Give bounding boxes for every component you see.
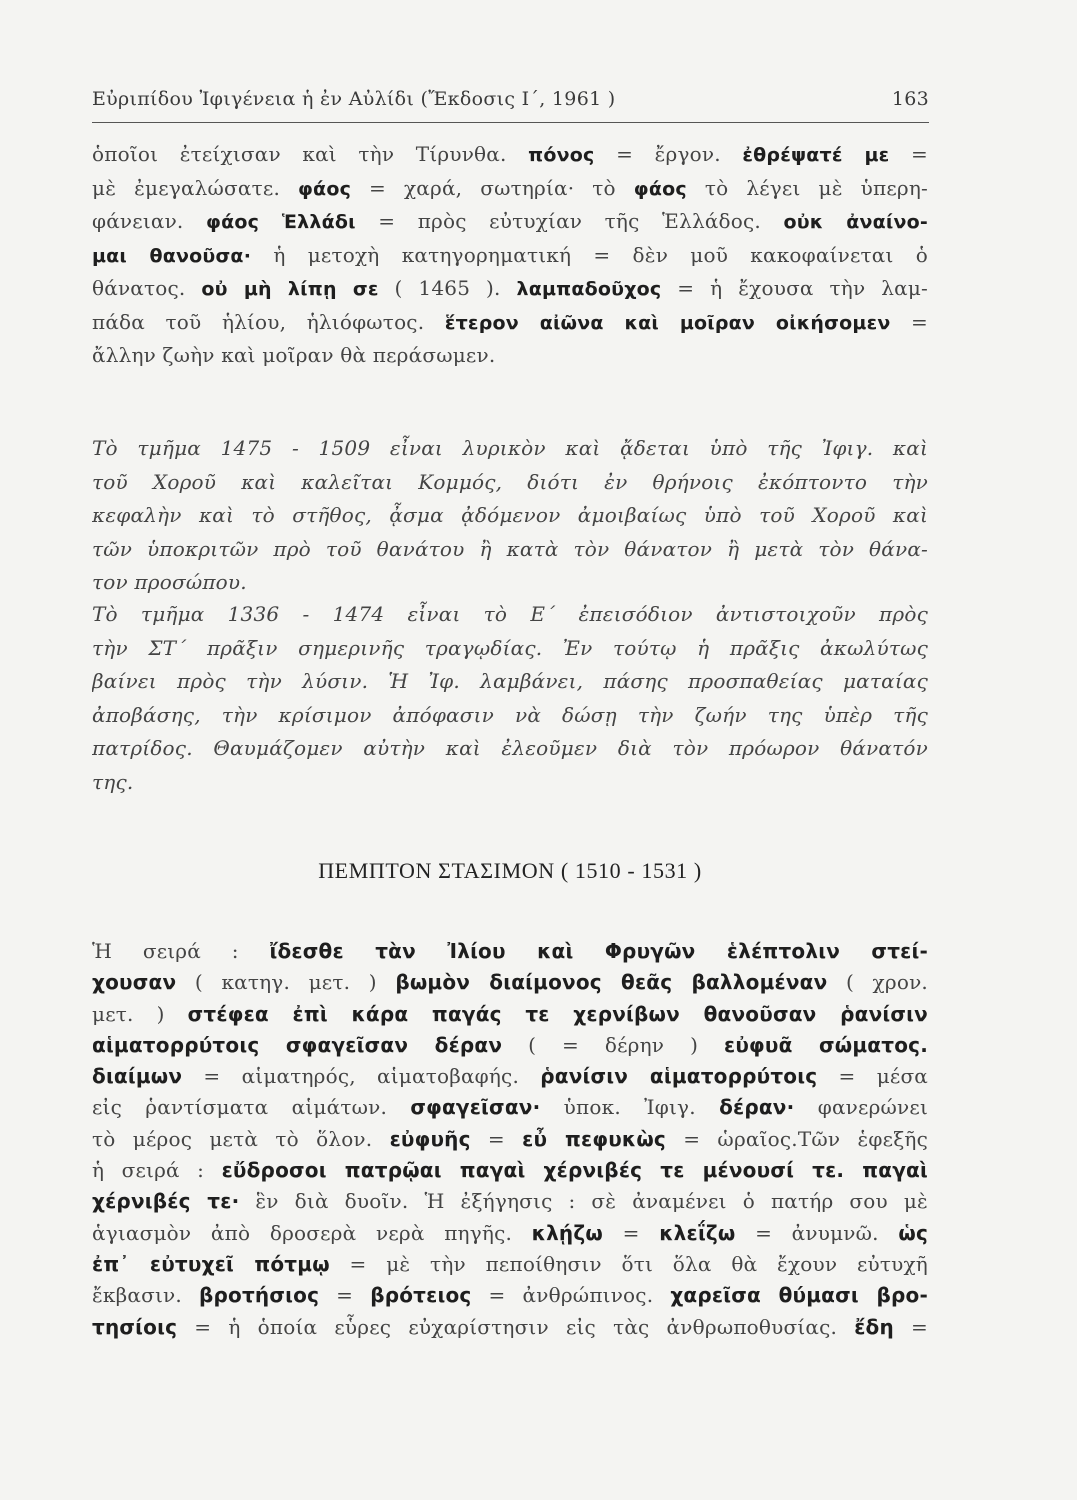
- text-line: [92, 936, 928, 967]
- gloss-text: =: [893, 1314, 928, 1339]
- lemma-bold: οὐ μὴ λίπῃ σε: [201, 278, 379, 300]
- gloss-text: ἡ σειρά :: [92, 1158, 222, 1183]
- lemma-bold: στέφεα ἐπὶ κάρα παγάς τε χερνίβων θανοῦσαν ῥανίσιν: [187, 1001, 928, 1026]
- lemma-bold: εὔδροσοι πατρῷαι παγαὶ χέρνιβές τε μένουσί τε. παγαὶ: [221, 1158, 928, 1183]
- lemma-bold: ἐθρέψατέ με: [742, 144, 890, 166]
- gloss-text: φάνειαν.: [92, 209, 207, 233]
- gloss-text: εἰς ῥαντίσματα αἱμάτων.: [92, 1095, 411, 1120]
- lemma-bold: εὐφυῆς: [389, 1126, 471, 1151]
- gloss-text: μὲ ἐμεγαλώσατε.: [92, 175, 298, 200]
- text-line: [92, 1030, 928, 1061]
- lemma-bold: αἱματορρύτοις σφαγεῖσαν δέραν: [92, 1032, 503, 1057]
- gloss-text: ὁποῖοι ἐτείχισαν καὶ τὴν Τίρυνθα.: [92, 142, 529, 166]
- gloss-text: ἡ μετοχὴ κατηγορηματική = δὲν μοῦ κακοφαίνεται ὁ: [251, 242, 928, 267]
- gloss-text: τὸ λέγει μὲ ὑπερη-: [686, 175, 928, 200]
- gloss-text: ( χρον.: [827, 970, 928, 995]
- commentary-episode-paragraph: [92, 598, 928, 799]
- text-line: [92, 239, 928, 273]
- gloss-text: =: [602, 1220, 660, 1245]
- text-line: [92, 999, 928, 1030]
- text-line: τῶν ὑποκριτῶν πρὸ τοῦ θανάτου ἢ κατὰ τὸν θάνατον ἢ μετὰ τὸν θάνα-: [92, 536, 928, 561]
- text-line: ἀποβάσης, τὴν κρίσιμον ἀπόφασιν νὰ δώσῃ τὴν ζωήν της ὑπὲρ τῆς: [92, 702, 928, 727]
- lemma-bold: ὡς: [898, 1220, 928, 1245]
- lemma-bold: οὐκ ἀναίνο-: [783, 211, 928, 233]
- lemma-bold: φάος: [298, 177, 352, 200]
- gloss-text: = πρὸς εὐτυχίαν τῆς Ἑλλάδος.: [355, 209, 784, 233]
- lemma-bold: ἕτερον αἰῶνα καὶ μοῖραν οἰκήσομεν: [444, 311, 891, 334]
- lemma-bold: χουσαν: [92, 970, 177, 995]
- gloss-text: = μέσα: [817, 1064, 928, 1089]
- lemma-bold: εὐφυᾶ σώματος.: [723, 1032, 928, 1057]
- text-line: [92, 1249, 928, 1280]
- lemma-bold: δέραν·: [719, 1095, 795, 1120]
- lemma-bold: μαι θανοῦσα·: [92, 244, 252, 267]
- lemma-bold: τησίοις: [92, 1314, 178, 1339]
- lemma-bold: ῥανίσιν αἱματορρύτοις: [540, 1064, 818, 1089]
- lemma-bold: βωμὸν διαίμονος θεᾶς βαλλομέναν: [395, 970, 828, 995]
- gloss-text: ( κατηγ. μετ. ): [176, 970, 396, 995]
- gloss-text: = αἱματηρός, αἱματοβαφής.: [182, 1064, 541, 1089]
- lemma-bold: ἴδεσθε τὰν Ἰλίου καὶ Φρυγῶν ἑλέπτολιν στεί-: [269, 939, 928, 963]
- text-line: Τὸ τμῆμα 1475 - 1509 εἶναι λυρικὸν καὶ ᾄδεται ὑπὸ τῆς Ἰφιγ. καὶ: [92, 436, 928, 460]
- gloss-text: =: [319, 1283, 371, 1308]
- text-line: [92, 1186, 928, 1217]
- text-line: [92, 967, 928, 998]
- gloss-text: πάδα τοῦ ἡλίου, ἡλιόφωτος.: [92, 309, 445, 334]
- text-line: τοῦ Χοροῦ καὶ καλεῖται Κομμός, διότι ἐν θρήνοις ἐκόπτοντο τὴν: [92, 469, 928, 494]
- gloss-text: =: [470, 1126, 523, 1151]
- gloss-text: = χαρά, σωτηρία· τὸ: [351, 175, 634, 200]
- commentary-kommos-paragraph: [92, 432, 928, 600]
- gloss-text: = ἡ ὁποία εὗρες εὐχαρίστησιν εἰς τὰς ἀνθρωποθυσίας.: [177, 1314, 855, 1339]
- text-line: [92, 1218, 928, 1249]
- text-line: [92, 172, 928, 206]
- text-line: [92, 306, 928, 340]
- lemma-bold: κλεΐζω: [659, 1220, 736, 1245]
- lemma-bold: εὖ πεφυκὼς: [522, 1126, 666, 1151]
- gloss-text: ἁγιασμὸν ἀπὸ δροσερὰ νερὰ πηγῆς.: [92, 1220, 532, 1245]
- lemma-bold: φάος: [633, 177, 687, 200]
- lemma-bold: λαμπαδοῦχος: [516, 278, 662, 300]
- gloss-text: μετ. ): [92, 1001, 188, 1026]
- gloss-text: ἓν διὰ δυοῖν. Ἡ ἐξήγησις : σὲ ἀναμένει ὁ πατήρ σου μὲ: [239, 1189, 928, 1214]
- running-title: Εὐριπίδου Ἰφιγένεια ἡ ἐν Αὐλίδι (Ἔκδοσις Ι΄, 1961 ): [92, 88, 616, 110]
- section-heading: ΠΕΜΠΤΟΝ ΣΤΑΣΙΜΟΝ ( 1510 - 1531 ): [318, 858, 702, 883]
- gloss-text: ἔκβασιν.: [92, 1283, 199, 1308]
- text-line: [92, 205, 928, 239]
- lemma-bold: χαρεῖσα θύμασι βρο-: [670, 1283, 928, 1308]
- running-header: [92, 88, 929, 110]
- page-number: 163: [891, 88, 929, 110]
- lemma-bold: πόνος: [528, 144, 595, 166]
- gloss-text: Ἡ σειρά :: [92, 939, 270, 963]
- lemma-bold: ἐπ᾽ εὐτυχεῖ πότμῳ: [92, 1251, 330, 1276]
- lemma-bold: βροτήσιος: [198, 1283, 320, 1308]
- commentary-stasimon-notes: [92, 936, 928, 1343]
- gloss-text: ὑποκ. Ἰφιγ.: [540, 1095, 720, 1120]
- commentary-verse-notes: [92, 138, 928, 373]
- gloss-text: = ἀνυμνῶ.: [735, 1220, 899, 1245]
- text-line: [92, 272, 928, 306]
- text-line: [92, 1124, 928, 1155]
- text-line: [92, 1312, 928, 1343]
- text-line: Τὸ τμῆμα 1336 - 1474 εἶναι τὸ Ε΄ ἐπεισόδιον ἀντιστοιχοῦν πρὸς: [92, 602, 928, 626]
- gloss-text: = ἡ ἔχουσα τὴν λαμ-: [661, 276, 928, 300]
- text-line: τον προσώπου.: [92, 570, 247, 594]
- lemma-bold: κλῄζω: [531, 1220, 603, 1245]
- text-line: της.: [92, 769, 134, 794]
- text-line: βαίνει πρὸς τὴν λύσιν. Ἡ Ἰφ. λαμβάνει, πάσης προσπαθείας ματαίας: [92, 669, 928, 693]
- text-line: πατρίδος. Θαυμάζομεν αὐτὴν καὶ ἐλεοῦμεν διὰ τὸν πρόωρον θάνατόν: [92, 736, 928, 760]
- gloss-text: τὸ μέρος μετὰ τὸ ὅλον.: [92, 1126, 390, 1151]
- lemma-bold: σφαγεῖσαν·: [410, 1095, 541, 1120]
- text-line: [92, 339, 928, 373]
- gloss-text: = ἔργον.: [594, 142, 743, 166]
- lemma-bold: ἔδη: [854, 1314, 894, 1339]
- lemma-bold: διαίμων: [92, 1064, 183, 1089]
- text-line: [92, 1155, 928, 1186]
- text-line: [92, 1061, 928, 1092]
- gloss-text: ( = δέρην ): [502, 1032, 724, 1057]
- gloss-text: ἄλλην ζωὴν καὶ μοῖραν θὰ περάσωμεν.: [92, 343, 496, 367]
- gloss-text: =: [889, 142, 928, 166]
- text-line: [92, 1092, 928, 1123]
- text-line: [92, 1280, 928, 1311]
- text-line: τὴν ΣΤ΄ πρᾶξιν σημερινῆς τραγῳδίας. Ἐν τούτῳ ἡ πρᾶξις ἀκωλύτως: [92, 635, 928, 660]
- gloss-text: φανερώνει: [794, 1095, 928, 1120]
- lemma-bold: φάος Ἑλλάδι: [206, 211, 356, 233]
- lemma-bold: χέρνιβές τε·: [92, 1189, 240, 1214]
- lemma-bold: βρότειος: [370, 1283, 472, 1308]
- gloss-text: θάνατος.: [92, 276, 202, 300]
- gloss-text: = μὲ τὴν πεποίθησιν ὅτι ὅλα θὰ ἔχουν εὐτυχῆ: [329, 1251, 928, 1276]
- header-rule: [92, 122, 929, 123]
- gloss-text: = ὡραῖος.Τῶν ἑφεξῆς: [665, 1126, 928, 1151]
- text-line: [92, 138, 928, 172]
- gloss-text: = ἀνθρώπινος.: [471, 1283, 671, 1308]
- gloss-text: ( 1465 ).: [378, 276, 517, 300]
- text-line: κεφαλὴν καὶ τὸ στῆθος, ᾆσμα ᾀδόμενον ἀμοιβαίως ὑπὸ τοῦ Χοροῦ καὶ: [92, 503, 928, 527]
- gloss-text: =: [890, 309, 928, 334]
